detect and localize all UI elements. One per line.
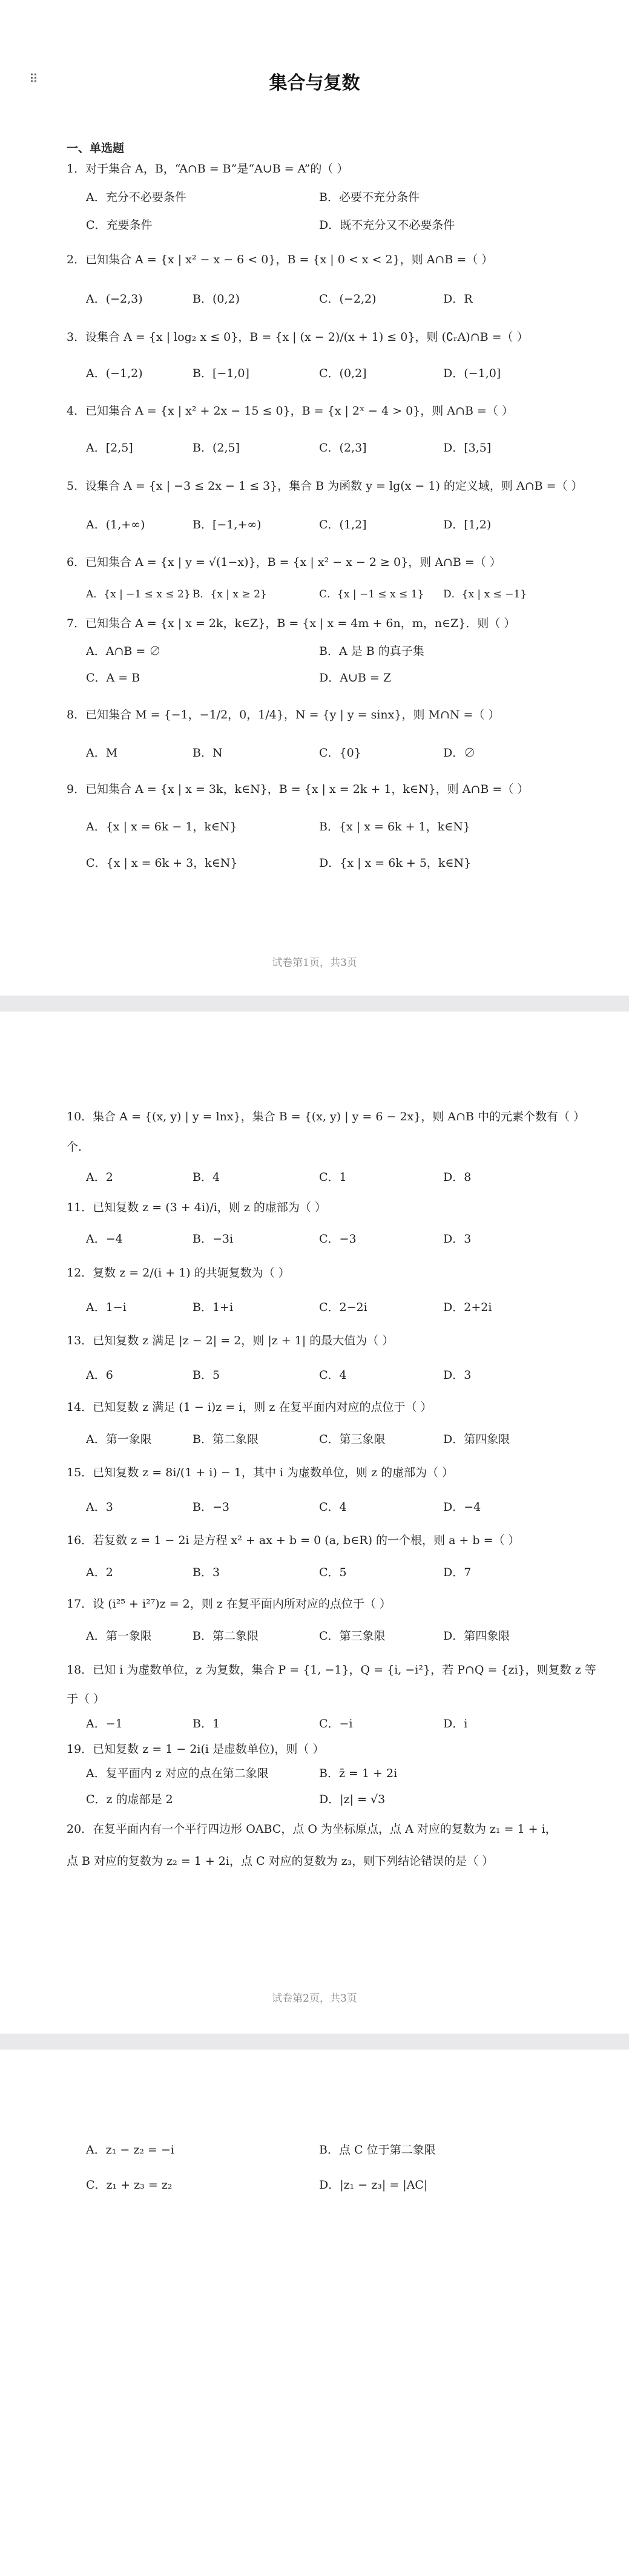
question-14-stem: 14．已知复数 z 满足 (1 − i)z = i，则 z 在复平面内对应的点位于（ ） [67, 1401, 432, 1414]
question-13-option-b: B．5 [193, 1368, 220, 1382]
question-11-option-c: C．−3 [319, 1232, 357, 1246]
question-7-option-d: D．A∪B = Z [319, 671, 392, 685]
question-11-stem: 11．已知复数 z = (3 + 4i)/i，则 z 的虚部为（ ） [67, 1201, 326, 1214]
question-19-option-a: A．复平面内 z 对应的点在第二象限 [86, 1767, 269, 1780]
question-16-option-b: B．3 [193, 1566, 220, 1579]
question-2-option-d: D．R [443, 292, 473, 306]
question-4-option-d: D．[3,5] [443, 441, 492, 455]
question-3-option-b: B．[−1,0] [193, 367, 249, 380]
question-8-option-d: D．∅ [443, 746, 476, 760]
question-10-stem: 10．集合 A = {(x, y) | y = lnx}，集合 B = {(x, y) | y = 6 − 2x}，则 A∩B 中的元素个数有（ ） [67, 1110, 585, 1123]
question-20-option-b: B．点 C 位于第二象限 [319, 2143, 436, 2157]
question-18-option-d: D．i [443, 1717, 468, 1730]
question-14-option-a: A．第一象限 [86, 1433, 152, 1446]
question-17-option-b: B．第二象限 [193, 1629, 259, 1643]
question-1-stem: 1．对于集合 A，B，“A∩B = B”是“A∪B = A”的（ ） [67, 162, 349, 176]
question-5-stem: 5．设集合 A = {x | −3 ≤ 2x − 1 ≤ 3}，集合 B 为函数 y = lg(x − 1) 的定义域，则 A∩B =（ ） [67, 479, 583, 493]
question-20-stem: 20．在复平面内有一个平行四边形 OABC，点 O 为坐标原点，点 A 对应的复数为 z₁ = 1 + i， [67, 1822, 557, 1836]
question-4-stem: 4．已知集合 A = {x | x² + 2x − 15 ≤ 0}，B = {x | 2ˣ − 4 > 0}，则 A∩B =（ ） [67, 404, 513, 418]
question-2-option-a: A．(−2,3) [86, 292, 143, 306]
question-5-option-b: B．[−1,+∞) [193, 518, 262, 531]
question-20-option-a: A．z₁ − z₂ = −i [86, 2143, 174, 2157]
question-15-option-d: D．−4 [443, 1500, 481, 1514]
question-11-option-a: A．−4 [86, 1232, 123, 1246]
question-9-option-b: B．{x | x = 6k + 1，k∈N} [319, 820, 470, 833]
question-3-option-a: A．(−1,2) [86, 367, 143, 380]
question-19-stem: 19．已知复数 z = 1 − 2i(i 是虚数单位)，则（ ） [67, 1743, 324, 1756]
question-16-option-a: A．2 [86, 1566, 113, 1579]
question-19-option-c: C．z 的虚部是 2 [86, 1793, 173, 1806]
question-18-stem: 18．已知 i 为虚数单位，z 为复数，集合 P = {1, −1}，Q = {i, −i²}，若 P∩Q = {zi}，则复数 z 等 [67, 1663, 596, 1677]
question-8-option-b: B．N [193, 746, 223, 760]
page-separator [0, 2034, 629, 2049]
question-17-option-a: A．第一象限 [86, 1629, 152, 1643]
question-18-option-a: A．−1 [86, 1717, 123, 1730]
question-10-option-b: B．4 [193, 1171, 220, 1184]
question-6-option-c: C．{x | −1 ≤ x ≤ 1} [319, 588, 424, 600]
question-4-option-a: A．[2,5] [86, 441, 133, 455]
question-13-stem: 13．已知复数 z 满足 |z − 2| = 2，则 |z + 1| 的最大值为（ ） [67, 1334, 394, 1347]
question-12-option-d: D．2+2i [443, 1301, 492, 1314]
page-title: 集合与复数 [269, 73, 360, 94]
question-8-stem: 8．已知集合 M = {−1，−1/2，0，1/4}，N = {y | y = sinx}，则 M∩N =（ ） [67, 708, 500, 721]
question-5-option-c: C．(1,2] [319, 518, 367, 531]
question-14-option-d: D．第四象限 [443, 1433, 510, 1446]
question-1-option-c: C．充要条件 [86, 218, 153, 232]
question-14-option-b: B．第二象限 [193, 1433, 259, 1446]
question-3-stem: 3．设集合 A = {x | log₂ x ≤ 0}，B = {x | (x − 2)/(x + 1) ≤ 0}，则 (∁ᵣA)∩B =（ ） [67, 330, 529, 344]
question-15-option-c: C．4 [319, 1500, 347, 1514]
question-6-option-b: B．{x | x ≥ 2} [193, 588, 267, 600]
question-13-option-d: D．3 [443, 1368, 472, 1382]
question-14-option-c: C．第三象限 [319, 1433, 386, 1446]
question-7-option-a: A．A∩B = ∅ [86, 645, 161, 658]
question-2-option-b: B．(0,2) [193, 292, 240, 306]
question-5-option-a: A．(1,+∞) [86, 518, 145, 531]
question-6-option-a: A．{x | −1 ≤ x ≤ 2} [86, 588, 191, 600]
question-1-option-a: A．充分不必要条件 [86, 191, 186, 204]
question-2-option-c: C．(−2,2) [319, 292, 377, 306]
page-2 [0, 1011, 629, 2034]
page-separator [0, 996, 629, 1011]
question-16-option-c: C．5 [319, 1566, 347, 1579]
page-footer: 试卷第2页，共3页 [272, 1993, 357, 2005]
question-5-option-d: D．[1,2) [443, 518, 492, 531]
question-15-option-a: A．3 [86, 1500, 113, 1514]
question-1-option-b: B．必要不充分条件 [319, 191, 420, 204]
question-15-option-b: B．−3 [193, 1500, 229, 1514]
question-9-option-a: A．{x | x = 6k − 1，k∈N} [86, 820, 237, 833]
section-heading: 一、单选题 [67, 142, 125, 155]
question-16-stem: 16．若复数 z = 1 − 2i 是方程 x² + ax + b = 0 (a, b∈R) 的一个根，则 a + b =（ ） [67, 1534, 520, 1547]
question-4-option-b: B．(2,5] [193, 441, 240, 455]
question-16-option-d: D．7 [443, 1566, 472, 1579]
question-19-option-b: B．z̄ = 1 + 2i [319, 1767, 398, 1780]
question-12-option-a: A．1−i [86, 1301, 127, 1314]
question-13-option-c: C．4 [319, 1368, 347, 1382]
question-3-option-c: C．(0,2] [319, 367, 367, 380]
question-18-option-c: C．−i [319, 1717, 353, 1730]
question-10-option-d: D．8 [443, 1171, 472, 1184]
question-20-option-d: D．|z₁ − z₃| = |AC| [319, 2178, 428, 2192]
question-18-option-b: B．1 [193, 1717, 220, 1730]
question-9-stem: 9．已知集合 A = {x | x = 3k，k∈N}，B = {x | x = 2k + 1，k∈N}，则 A∩B =（ ） [67, 783, 529, 796]
question-6-stem: 6．已知集合 A = {x | y = √(1−x)}，B = {x | x² − x − 2 ≥ 0}，则 A∩B =（ ） [67, 556, 501, 569]
question-6-option-d: D．{x | x ≤ −1} [443, 588, 527, 600]
question-1-option-d: D．既不充分又不必要条件 [319, 218, 455, 232]
drag-handle-icon[interactable]: ⠿ [29, 71, 37, 86]
question-8-option-a: A．M [86, 746, 118, 760]
question-19-option-d: D．|z| = √3 [319, 1793, 386, 1806]
question-10-option-c: C．1 [319, 1171, 347, 1184]
question-13-option-a: A．6 [86, 1368, 113, 1382]
question-11-option-b: B．−3i [193, 1232, 234, 1246]
question-2-stem: 2．已知集合 A = {x | x² − x − 6 < 0}，B = {x | 0 < x < 2}，则 A∩B =（ ） [67, 253, 493, 266]
page-1 [0, 0, 629, 996]
question-9-option-d: D．{x | x = 6k + 5，k∈N} [319, 856, 472, 870]
page-3 [0, 2049, 629, 2576]
question-11-option-d: D．3 [443, 1232, 472, 1246]
question-9-option-c: C．{x | x = 6k + 3，k∈N} [86, 856, 238, 870]
question-17-option-d: D．第四象限 [443, 1629, 510, 1643]
question-20-stem-continued: 点 B 对应的复数为 z₂ = 1 + 2i，点 C 对应的复数为 z₃，则下列结论错误的是（ ） [67, 1855, 494, 1868]
question-10-stem-continued: 个. [67, 1140, 82, 1154]
question-7-option-b: B．A 是 B 的真子集 [319, 645, 424, 658]
question-12-option-b: B．1+i [193, 1301, 234, 1314]
question-8-option-c: C．{0} [319, 746, 361, 760]
question-12-stem: 12．复数 z = 2/(i + 1) 的共轭复数为（ ） [67, 1266, 290, 1280]
question-17-option-c: C．第三象限 [319, 1629, 386, 1643]
question-20-option-c: C．z₁ + z₃ = z₂ [86, 2178, 173, 2192]
question-12-option-c: C．2−2i [319, 1301, 367, 1314]
question-10-option-a: A．2 [86, 1171, 113, 1184]
question-3-option-d: D．(−1,0] [443, 367, 501, 380]
question-7-option-c: C．A = B [86, 671, 140, 685]
question-7-stem: 7．已知集合 A = {x | x = 2k，k∈Z}，B = {x | x = 4m + 6n，m，n∈Z}．则（ ） [67, 617, 516, 630]
question-17-stem: 17．设 (i²⁵ + i²⁷)z = 2，则 z 在复平面内所对应的点位于（ ） [67, 1597, 391, 1611]
page-footer: 试卷第1页，共3页 [272, 957, 357, 969]
question-4-option-c: C．(2,3] [319, 441, 367, 455]
question-18-stem-continued: 于（ ） [67, 1692, 105, 1706]
question-15-stem: 15．已知复数 z = 8i/(1 + i) − 1，其中 i 为虚数单位，则 z 的虚部为（ ） [67, 1466, 454, 1479]
